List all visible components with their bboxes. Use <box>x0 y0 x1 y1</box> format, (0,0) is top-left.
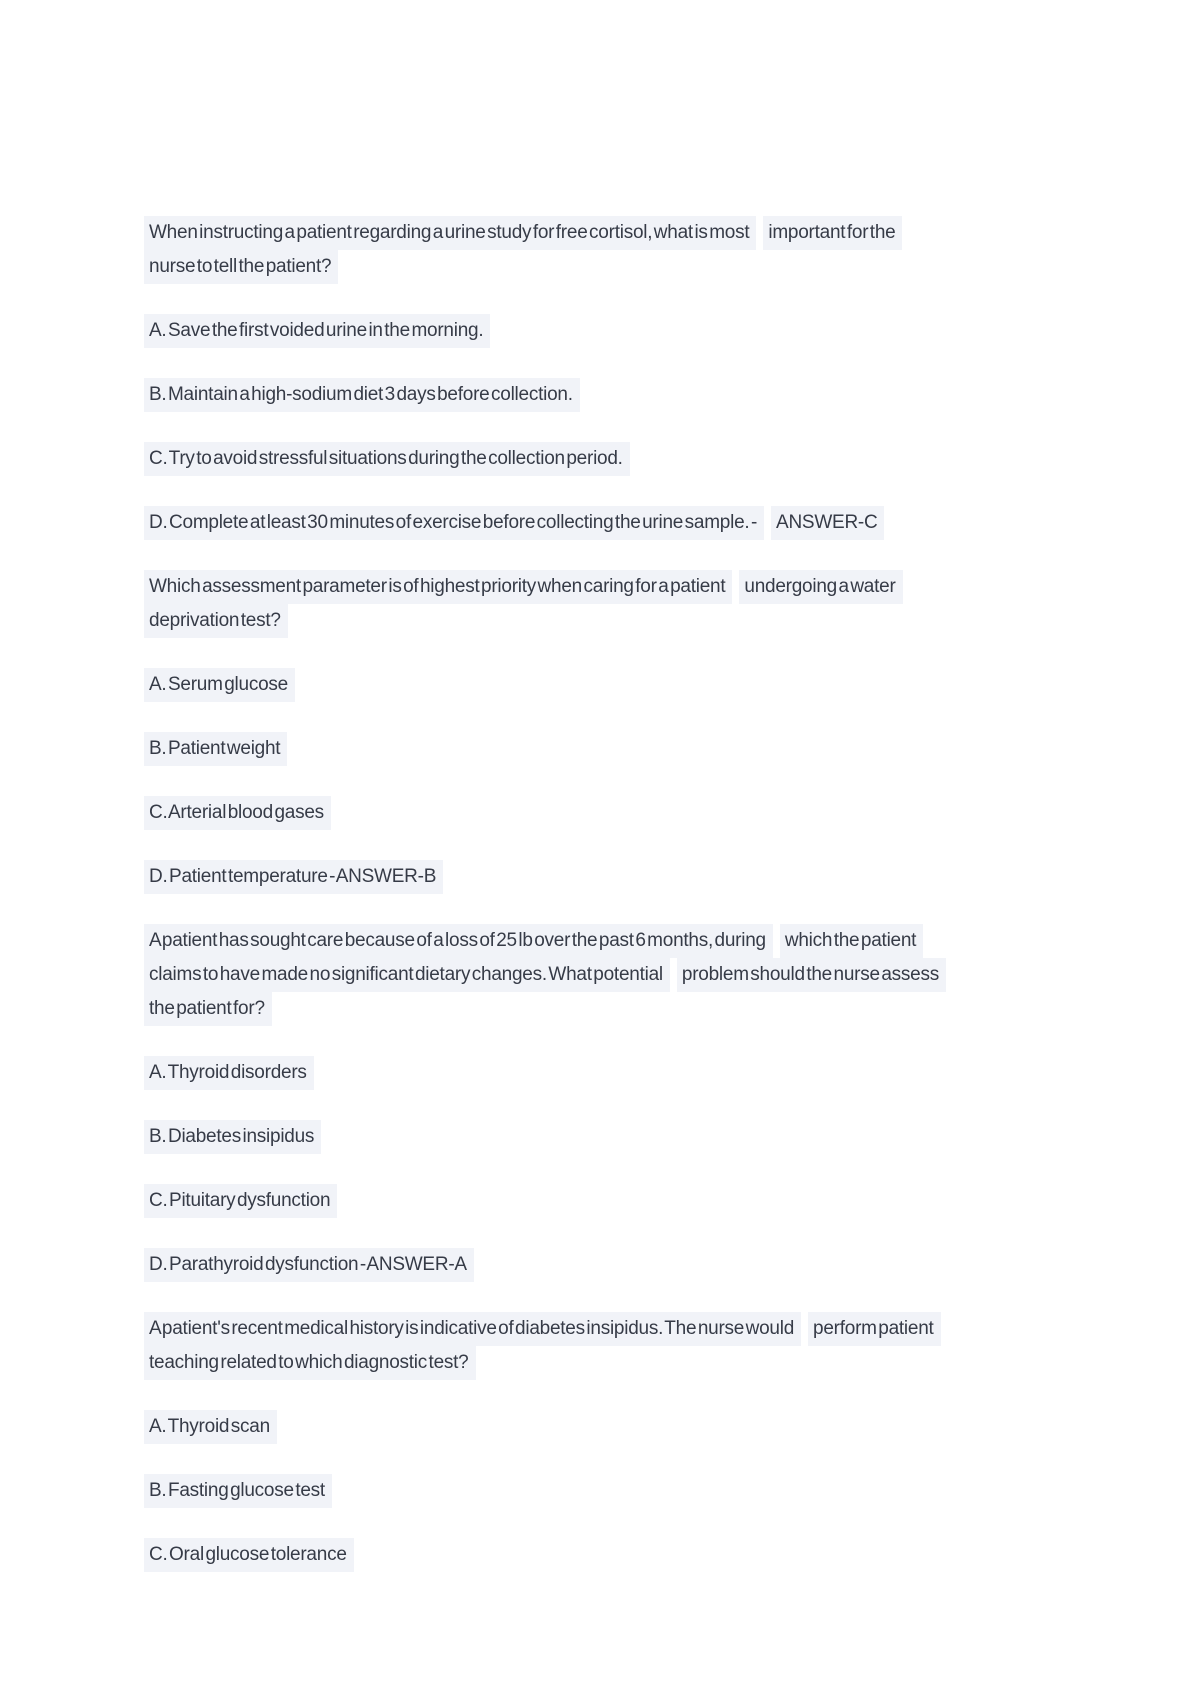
text-line <box>144 668 1004 702</box>
question-3-option-d-with-answer <box>144 1248 1004 1282</box>
question-1-option-b <box>144 378 1004 412</box>
highlighted-text: A patient has sought care because of a loss of 25 lb over the past 6 months, during <box>144 924 773 958</box>
highlighted-text: the patient for? <box>144 992 272 1026</box>
text-line <box>144 860 1004 894</box>
highlighted-text: D. Patient temperature - ANSWER-B <box>144 860 443 894</box>
text-line <box>144 796 1004 830</box>
highlighted-text: undergoing a water <box>739 570 902 604</box>
question-1-option-a <box>144 314 1004 348</box>
question-4-option-b <box>144 1474 1004 1508</box>
highlighted-text: nurse to tell the patient? <box>144 250 338 284</box>
highlighted-text: claims to have made no significant dietary changes. What potential <box>144 958 670 992</box>
text-line <box>144 506 1004 540</box>
question-3-option-b <box>144 1120 1004 1154</box>
highlighted-text: teaching related to which diagnostic test? <box>144 1346 476 1380</box>
text-line <box>144 604 1004 638</box>
highlighted-text: D. Complete at least 30 minutes of exercise before collecting the urine sample. - <box>144 506 764 540</box>
highlighted-text: Which assessment parameter is of highest priority when caring for a patient <box>144 570 732 604</box>
text-line <box>144 1056 1004 1090</box>
text-line <box>144 1538 1004 1572</box>
highlighted-text: C. Oral glucose tolerance <box>144 1538 354 1572</box>
text-line <box>144 250 1004 284</box>
text-line <box>144 216 1004 250</box>
highlighted-text: When instructing a patient regarding a urine study for free cortisol, what is most <box>144 216 756 250</box>
document-content <box>144 216 1004 1572</box>
question-1-option-d-with-answer <box>144 506 1004 540</box>
text-line <box>144 1184 1004 1218</box>
question-1-option-c <box>144 442 1004 476</box>
text-line <box>144 958 1004 992</box>
text-line <box>144 378 1004 412</box>
question-4-option-c <box>144 1538 1004 1572</box>
highlighted-text: important for the <box>763 216 902 250</box>
highlighted-text: A patient's recent medical history is indicative of diabetes insipidus. The nurse would <box>144 1312 801 1346</box>
question-1 <box>144 216 1004 284</box>
question-2-option-a <box>144 668 1004 702</box>
text-line <box>144 442 1004 476</box>
text-line <box>144 732 1004 766</box>
highlighted-text: ANSWER-C <box>771 506 884 540</box>
text-line <box>144 570 1004 604</box>
highlighted-text: deprivation test? <box>144 604 288 638</box>
text-line <box>144 1410 1004 1444</box>
highlighted-text: A. Save the first voided urine in the morning. <box>144 314 490 348</box>
question-4 <box>144 1312 1004 1380</box>
text-line <box>144 992 1004 1026</box>
highlighted-text: B. Patient weight <box>144 732 287 766</box>
highlighted-text: A. Thyroid scan <box>144 1410 277 1444</box>
highlighted-text: B. Diabetes insipidus <box>144 1120 321 1154</box>
highlighted-text: D. Parathyroid dysfunction - ANSWER-A <box>144 1248 474 1282</box>
highlighted-text: A. Serum glucose <box>144 668 295 702</box>
text-line <box>144 1248 1004 1282</box>
question-3-option-c <box>144 1184 1004 1218</box>
highlighted-text: A. Thyroid disorders <box>144 1056 314 1090</box>
highlighted-text: perform patient <box>808 1312 941 1346</box>
question-2-option-d-with-answer <box>144 860 1004 894</box>
highlighted-text: C. Try to avoid stressful situations during the collection period. <box>144 442 630 476</box>
question-2-option-c <box>144 796 1004 830</box>
text-line <box>144 1312 1004 1346</box>
highlighted-text: B. Maintain a high-sodium diet 3 days before collection. <box>144 378 580 412</box>
highlighted-text: C. Arterial blood gases <box>144 796 331 830</box>
highlighted-text: B. Fasting glucose test <box>144 1474 332 1508</box>
text-line <box>144 1346 1004 1380</box>
text-line <box>144 314 1004 348</box>
question-3-option-a <box>144 1056 1004 1090</box>
highlighted-text: C. Pituitary dysfunction <box>144 1184 337 1218</box>
question-2 <box>144 570 1004 638</box>
text-line <box>144 924 1004 958</box>
highlighted-text: which the patient <box>780 924 923 958</box>
question-2-option-b <box>144 732 1004 766</box>
highlighted-text: problem should the nurse assess <box>677 958 946 992</box>
text-line <box>144 1120 1004 1154</box>
question-3 <box>144 924 1004 1026</box>
question-4-option-a <box>144 1410 1004 1444</box>
text-line <box>144 1474 1004 1508</box>
